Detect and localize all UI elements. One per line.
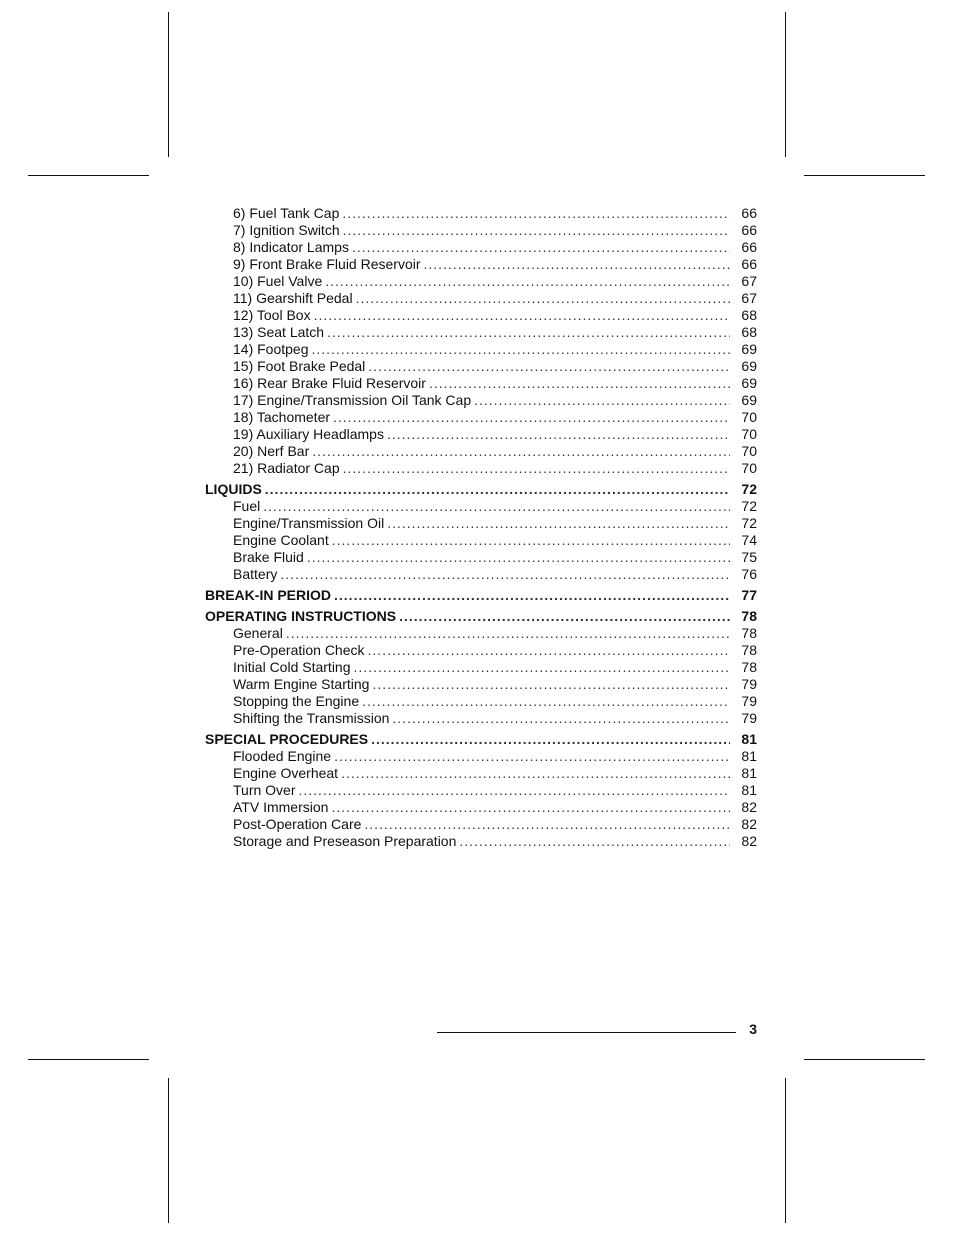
toc-entry-label: OPERATING INSTRUCTIONS xyxy=(205,608,397,624)
toc-entry-page: 66 xyxy=(741,256,757,272)
dot-leader xyxy=(312,341,731,358)
toc-entry-page: 79 xyxy=(741,693,757,709)
toc-entry[interactable] xyxy=(205,498,757,515)
toc-entry-page: 81 xyxy=(741,782,757,798)
toc-entry-page: 70 xyxy=(741,426,757,442)
toc-entry-label: 14) Footpeg xyxy=(233,341,309,357)
toc-entry-label: 7) Ignition Switch xyxy=(233,222,340,238)
toc-entry-label: 16) Rear Brake Fluid Reservoir xyxy=(233,375,426,391)
crop-mark-top-left-horizontal xyxy=(28,175,149,176)
dot-leader xyxy=(371,731,730,748)
toc-entry-label: 19) Auxiliary Headlamps xyxy=(233,426,384,442)
toc-entry-page: 78 xyxy=(741,659,757,675)
toc-entry[interactable] xyxy=(205,625,757,642)
dot-leader xyxy=(332,532,730,549)
toc-entry-page: 78 xyxy=(741,642,757,658)
dot-leader xyxy=(399,608,730,625)
toc-entry-label: 12) Tool Box xyxy=(233,307,311,323)
dot-leader xyxy=(312,443,730,460)
dot-leader xyxy=(263,498,730,515)
toc-entry[interactable] xyxy=(205,566,757,583)
toc-entry-page: 68 xyxy=(741,324,757,340)
toc-entry-page: 69 xyxy=(741,358,757,374)
dot-leader xyxy=(286,625,730,642)
toc-entry-label: Pre-Operation Check xyxy=(233,642,365,658)
toc-entry-label: Fuel xyxy=(233,498,261,514)
dot-leader xyxy=(314,307,730,324)
toc-entry[interactable] xyxy=(205,341,757,358)
dot-leader xyxy=(307,549,730,566)
toc-entry[interactable] xyxy=(205,358,757,375)
dot-leader xyxy=(343,460,730,477)
dot-leader xyxy=(459,833,730,850)
toc-entry-page: 78 xyxy=(741,625,757,641)
toc-entry-page: 70 xyxy=(741,443,757,459)
toc-entry[interactable] xyxy=(205,676,757,693)
toc-entry-label: Post-Operation Care xyxy=(233,816,362,832)
toc-entry-page: 77 xyxy=(741,587,757,603)
toc-entry[interactable] xyxy=(205,642,757,659)
dot-leader xyxy=(334,748,730,765)
toc-entry-label: Stopping the Engine xyxy=(233,693,360,709)
toc-entry-label: 6) Fuel Tank Cap xyxy=(233,205,340,221)
toc-entry-label: ATV Immersion xyxy=(233,799,329,815)
toc-entry[interactable] xyxy=(205,256,757,273)
dot-leader xyxy=(299,782,731,799)
dot-leader xyxy=(474,392,730,409)
toc-entry-page: 68 xyxy=(741,307,757,323)
toc-entry-label: 18) Tachometer xyxy=(233,409,331,425)
dot-leader xyxy=(387,426,730,443)
toc-entry-page: 76 xyxy=(741,566,757,582)
crop-mark-bottom-right-vertical xyxy=(785,1078,786,1223)
toc-section-entry[interactable] xyxy=(205,608,757,625)
toc-entry-page: 78 xyxy=(741,608,757,624)
toc-entry[interactable] xyxy=(205,549,757,566)
toc-entry[interactable] xyxy=(205,782,757,799)
toc-entry-page: 82 xyxy=(741,833,757,849)
toc-entry-label: SPECIAL PROCEDURES xyxy=(205,731,369,747)
toc-entry-label: 17) Engine/Transmission Oil Tank Cap xyxy=(233,392,472,408)
dot-leader xyxy=(354,659,730,676)
toc-entry[interactable] xyxy=(205,324,757,341)
crop-mark-bottom-left-vertical xyxy=(168,1078,169,1223)
dot-leader xyxy=(368,642,730,659)
page-number: 3 xyxy=(749,1021,757,1037)
dot-leader xyxy=(327,324,730,341)
toc-section-entry[interactable] xyxy=(205,481,757,498)
toc-entry-page: 66 xyxy=(741,222,757,238)
toc-entry-label: Warm Engine Starting xyxy=(233,676,370,692)
dot-leader xyxy=(265,481,730,498)
toc-entry-page: 70 xyxy=(741,460,757,476)
toc-entry-page: 79 xyxy=(741,676,757,692)
toc-entry-label: 21) Radiator Cap xyxy=(233,460,340,476)
dot-leader xyxy=(429,375,730,392)
toc-entry-label: Brake Fluid xyxy=(233,549,304,565)
toc-entry-page: 66 xyxy=(741,239,757,255)
toc-entry-label: General xyxy=(233,625,283,641)
toc-entry[interactable] xyxy=(205,816,757,833)
footer-rule xyxy=(437,1032,736,1033)
crop-mark-bottom-right-horizontal xyxy=(804,1059,925,1060)
dot-leader xyxy=(364,816,730,833)
toc-entry-page: 79 xyxy=(741,710,757,726)
toc-entry[interactable] xyxy=(205,460,757,477)
toc-entry-page: 82 xyxy=(741,799,757,815)
toc-entry-page: 81 xyxy=(741,748,757,764)
toc-entry-page: 75 xyxy=(741,549,757,565)
dot-leader xyxy=(387,515,730,532)
toc-entry-label: Engine/Transmission Oil xyxy=(233,515,385,531)
toc-entry[interactable] xyxy=(205,833,757,850)
toc-entry-label: 11) Gearshift Pedal xyxy=(233,290,353,306)
toc-entry-label: 20) Nerf Bar xyxy=(233,443,310,459)
dot-leader xyxy=(362,693,730,710)
toc-entry-page: 69 xyxy=(741,392,757,408)
page-footer xyxy=(437,1019,757,1039)
toc-entry[interactable] xyxy=(205,392,757,409)
dot-leader xyxy=(334,587,730,604)
dot-leader xyxy=(331,799,730,816)
toc-entry-page: 67 xyxy=(741,273,757,289)
toc-entry-page: 72 xyxy=(741,515,757,531)
toc-entry[interactable] xyxy=(205,710,757,727)
table-of-contents xyxy=(205,205,757,850)
toc-entry[interactable] xyxy=(205,799,757,816)
dot-leader xyxy=(280,566,730,583)
toc-entry-page: 72 xyxy=(741,481,757,497)
toc-entry-page: 67 xyxy=(741,290,757,306)
toc-entry-page: 81 xyxy=(741,731,757,747)
dot-leader xyxy=(372,676,730,693)
dot-leader xyxy=(424,256,730,273)
toc-entry[interactable] xyxy=(205,205,757,222)
toc-entry-label: Engine Overheat xyxy=(233,765,339,781)
toc-entry[interactable] xyxy=(205,659,757,676)
dot-leader xyxy=(325,273,730,290)
toc-entry-label: Shifting the Transmission xyxy=(233,710,390,726)
toc-entry-label: 13) Seat Latch xyxy=(233,324,325,340)
toc-entry-page: 66 xyxy=(741,205,757,221)
toc-entry[interactable] xyxy=(205,239,757,256)
toc-entry[interactable] xyxy=(205,409,757,426)
crop-mark-bottom-left-horizontal xyxy=(28,1059,149,1060)
toc-entry[interactable] xyxy=(205,515,757,532)
toc-entry-label: BREAK-IN PERIOD xyxy=(205,587,332,603)
toc-section-entry[interactable] xyxy=(205,587,757,604)
dot-leader xyxy=(333,409,730,426)
toc-entry-label: LIQUIDS xyxy=(205,481,262,497)
dot-leader xyxy=(368,358,730,375)
crop-mark-top-left-vertical xyxy=(168,12,169,157)
toc-entry[interactable] xyxy=(205,426,757,443)
toc-entry-label: Battery xyxy=(233,566,278,582)
toc-entry[interactable] xyxy=(205,443,757,460)
toc-entry-label: Turn Over xyxy=(233,782,296,798)
toc-section-entry[interactable] xyxy=(205,731,757,748)
toc-entry[interactable] xyxy=(205,307,757,324)
dot-leader xyxy=(343,222,730,239)
dot-leader xyxy=(356,290,730,307)
toc-entry-label: 9) Front Brake Fluid Reservoir xyxy=(233,256,421,272)
toc-entry-label: Flooded Engine xyxy=(233,748,332,764)
toc-entry[interactable] xyxy=(205,693,757,710)
toc-entry-label: Initial Cold Starting xyxy=(233,659,351,675)
toc-entry-page: 74 xyxy=(741,532,757,548)
toc-entry[interactable] xyxy=(205,222,757,239)
toc-entry-page: 70 xyxy=(741,409,757,425)
toc-entry[interactable] xyxy=(205,748,757,765)
toc-entry-page: 82 xyxy=(741,816,757,832)
toc-entry[interactable] xyxy=(205,290,757,307)
toc-entry-page: 81 xyxy=(741,765,757,781)
toc-entry[interactable] xyxy=(205,765,757,782)
crop-mark-top-right-horizontal xyxy=(804,175,925,176)
crop-mark-top-right-vertical xyxy=(785,12,786,157)
dot-leader xyxy=(341,765,730,782)
toc-entry[interactable] xyxy=(205,375,757,392)
toc-entry[interactable] xyxy=(205,532,757,549)
toc-entry-label: 10) Fuel Valve xyxy=(233,273,323,289)
dot-leader xyxy=(392,710,730,727)
dot-leader xyxy=(352,239,730,256)
toc-entry-page: 69 xyxy=(741,375,757,391)
toc-entry-label: Storage and Preseason Preparation xyxy=(233,833,457,849)
toc-entry-page: 69 xyxy=(741,341,757,357)
toc-entry-label: 15) Foot Brake Pedal xyxy=(233,358,366,374)
toc-entry-label: Engine Coolant xyxy=(233,532,329,548)
dot-leader xyxy=(342,205,730,222)
toc-entry[interactable] xyxy=(205,273,757,290)
toc-entry-label: 8) Indicator Lamps xyxy=(233,239,349,255)
toc-entry-page: 72 xyxy=(741,498,757,514)
